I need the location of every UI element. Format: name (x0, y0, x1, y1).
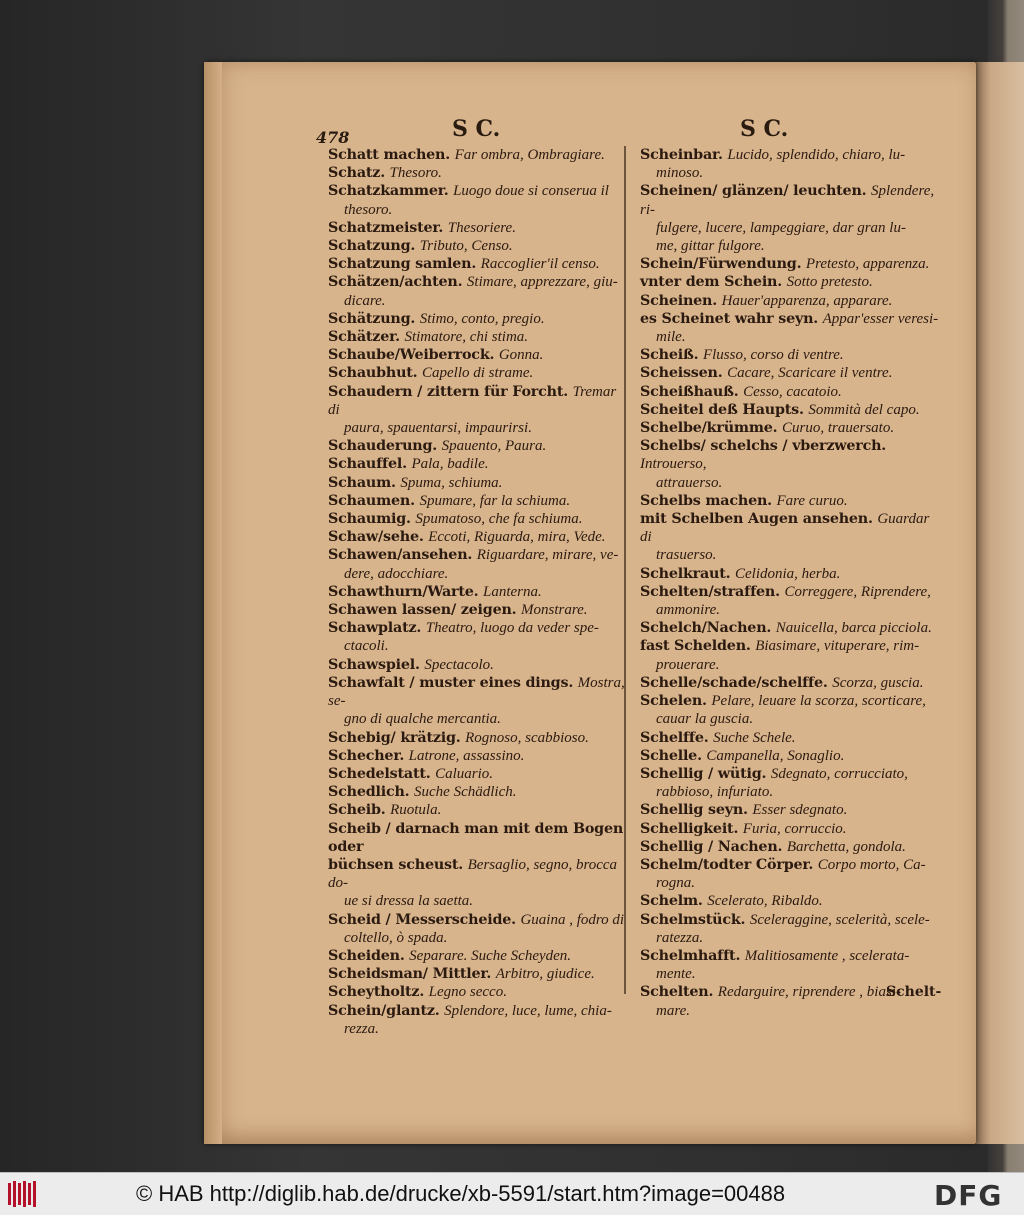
italian-translation: Monstrare. (521, 602, 588, 619)
german-headword: Schelbs/ schelchs / vberzwerch. (640, 438, 887, 455)
dictionary-line (328, 892, 626, 910)
german-headword: Scheißhauß. (640, 383, 739, 400)
italian-translation: Spumatoso, che fa schiuma. (415, 511, 583, 528)
italian-translation: Splendere, ri- (640, 183, 935, 218)
dictionary-line (640, 892, 940, 910)
italian-translation: Malitiosamente , sceleratа- (744, 947, 910, 964)
italian-translation: Correggere, Riprendere, (784, 583, 931, 600)
italian-translation: Celidonia, herba. (734, 565, 841, 582)
dfg-logo: DFG (934, 1179, 1003, 1212)
dictionary-line (640, 874, 940, 892)
german-headword: Schein/glantz. (328, 1002, 440, 1019)
dictionary-line (640, 273, 940, 291)
italian-translation: Curuo, trauersato. (781, 420, 895, 437)
italian-translation: Pretesto, apparenza. (805, 256, 930, 273)
dictionary-line (640, 383, 940, 401)
dictionary-line (640, 820, 940, 838)
catchword: Schelt- (886, 984, 942, 1000)
italian-translation: Spectacolo. (424, 656, 494, 673)
german-headword: Schatzung. (328, 238, 416, 255)
italian-translation: ue si dressa la saetta. (344, 893, 474, 910)
german-headword: Schebig/ krätzig. (328, 729, 461, 746)
german-headword: Schauderung. (328, 438, 438, 455)
italian-translation: Hauer'apparenza, apparare. (721, 292, 893, 309)
dictionary-line (640, 346, 940, 364)
italian-translation: Far ombra, Ombragiare. (454, 147, 605, 163)
dictionary-line (640, 783, 940, 801)
german-headword: Schawen/ansehen. (328, 547, 473, 564)
german-headword: Scheinbar. (640, 147, 723, 163)
german-headword: Schelch/Nachen. (640, 620, 772, 637)
italian-translation: Caluario. (435, 765, 494, 782)
dictionary-line (640, 856, 940, 874)
italian-translation: Stimo, conto, pregio. (419, 310, 545, 327)
dictionary-line (328, 601, 626, 619)
dictionary-line (640, 965, 940, 983)
italian-translation: coltello, ò spada. (344, 929, 448, 946)
german-headword: Schaumig. (328, 511, 411, 528)
italian-translation: Lanterna. (482, 583, 542, 600)
dictionary-line (328, 292, 626, 310)
italian-translation: attrauerso. (656, 474, 723, 491)
dictionary-line (328, 747, 626, 765)
german-headword: Scheitel deß Haupts. (640, 401, 804, 418)
dictionary-line (328, 674, 626, 710)
german-headword: Schellig / Nachen. (640, 838, 783, 855)
dictionary-line (640, 747, 940, 765)
dictionary-line (640, 911, 940, 929)
italian-translation: Corpo morto, Ca- (817, 856, 926, 873)
dictionary-line (640, 710, 940, 728)
german-headword: Schecher. (328, 747, 405, 764)
german-headword: Schaumen. (328, 492, 415, 509)
dictionary-line (640, 401, 940, 419)
italian-translation: Introuerso, (640, 456, 707, 473)
italian-translation: Flusso, corso di ventre. (702, 347, 844, 364)
dictionary-line (328, 528, 626, 546)
dictionary-line (640, 929, 940, 947)
german-headword: Schaudern / zittern für Forcht. (328, 383, 569, 400)
running-head-right: S C. (740, 116, 789, 142)
german-headword: Schelle/schade/schelffe. (640, 674, 828, 691)
german-headword: Scheytholtz. (328, 984, 425, 1001)
italian-translation: rabbioso, infuriato. (656, 784, 774, 801)
dictionary-line (640, 237, 940, 255)
italian-translation: Legno secco. (428, 984, 507, 1001)
italian-translation: Luogo doue si conserua il (453, 183, 609, 200)
german-headword: Scheib. (328, 802, 386, 819)
dictionary-line (328, 1002, 626, 1020)
german-headword: Schatzmeister. (328, 219, 444, 236)
italian-translation: Stimare, apprezzare, giu- (466, 274, 618, 291)
italian-translation: Guaina , fodro di (520, 911, 625, 928)
italian-translation: Suche Schele. (713, 729, 796, 746)
italian-translation: Sceleraggine, scelerità, scele- (749, 911, 930, 928)
italian-translation: Scorza, guscia. (832, 674, 924, 691)
german-headword: Schatzung samlen. (328, 256, 477, 273)
italian-translation: me, gittar fulgore. (656, 238, 765, 255)
german-headword: Scheissen. (640, 365, 723, 382)
dictionary-line (328, 164, 626, 182)
italian-translation: Sommità del capo. (808, 401, 920, 418)
german-headword: Scheinen. (640, 292, 718, 309)
italian-translation: Riguardare, mirare, ve- (476, 547, 619, 564)
dictionary-line (328, 182, 626, 200)
dictionary-line (640, 601, 940, 619)
dictionary-line (328, 965, 626, 983)
dictionary-line (640, 437, 940, 473)
italian-translation: Cacare, Scaricare il ventre. (727, 365, 893, 382)
dictionary-line (640, 364, 940, 382)
dictionary-line (328, 455, 626, 473)
copyright-url-text: © HAB http://diglib.hab.de/drucke/xb-5591/start.htm?image=00488 (136, 1181, 786, 1206)
german-headword: fast Schelden. (640, 638, 751, 655)
german-headword: Schätzen/achten. (328, 274, 463, 291)
italian-translation: Theatro, luogo da veder spe- (425, 620, 599, 637)
dictionary-line (328, 637, 626, 655)
italian-translation: rezza. (344, 1020, 379, 1037)
dictionary-line (640, 474, 940, 492)
dictionary-line (328, 729, 626, 747)
german-headword: Schaubhut. (328, 365, 418, 382)
italian-translation: Pala, badile. (411, 456, 489, 473)
dictionary-line (328, 219, 626, 237)
italian-translation: dere, adocchiare. (344, 565, 449, 582)
dictionary-line (328, 710, 626, 728)
dictionary-line (328, 820, 626, 856)
italian-translation: Splendore, luce, lume, chia- (444, 1002, 612, 1019)
italian-translation: Biasimare, vituperare, rim- (755, 638, 920, 655)
dictionary-line (640, 674, 940, 692)
dictionary-column-left (328, 146, 626, 1038)
italian-translation: mare. (656, 1002, 691, 1019)
german-headword: Schawen lassen/ zeigen. (328, 602, 517, 619)
german-headword: Schellig / wütig. (640, 765, 767, 782)
dictionary-line (328, 911, 626, 929)
italian-translation: Tremar di (328, 383, 617, 418)
viewer-footer (0, 1172, 1024, 1215)
dictionary-line (328, 856, 626, 892)
italian-translation: ammonire. (656, 602, 721, 619)
german-headword: Schawplatz. (328, 620, 422, 637)
dictionary-line (640, 510, 940, 546)
dictionary-line (640, 310, 940, 328)
german-headword: Schedelstatt. (328, 765, 431, 782)
german-headword: Schätzung. (328, 310, 416, 327)
italian-translation: Raccoglier'il censo. (480, 256, 600, 273)
dictionary-line (328, 565, 626, 583)
dictionary-line (328, 346, 626, 364)
dictionary-line (640, 546, 940, 564)
italian-translation: Capello di strame. (422, 365, 534, 382)
italian-translation: Spauento, Paura. (441, 438, 547, 455)
german-headword: Scheiß. (640, 347, 699, 364)
german-headword: vnter dem Schein. (640, 274, 783, 291)
german-headword: Schatt machen. (328, 147, 451, 163)
german-headword: Schaum. (328, 474, 396, 491)
german-headword: Schelffe. (640, 729, 709, 746)
dictionary-line (328, 492, 626, 510)
italian-translation: Eccoti, Riguarda, mira, Vede. (428, 529, 606, 546)
italian-translation: Sdegnato, corrucciato, (770, 765, 908, 782)
italian-translation: thesoro. (344, 201, 393, 218)
dictionary-line (328, 255, 626, 273)
dictionary-line (640, 729, 940, 747)
german-headword: Schawfalt / muster eines dings. (328, 674, 574, 691)
dictionary-line (640, 292, 940, 310)
dictionary-line (328, 201, 626, 219)
dictionary-line (328, 383, 626, 419)
german-headword: Schatz. (328, 165, 385, 182)
italian-translation: Separare. Suche Scheyden. (409, 947, 572, 964)
german-headword: Schelten/straffen. (640, 583, 780, 600)
italian-translation: Spumare, far la schiuma. (419, 492, 571, 509)
dictionary-line (328, 947, 626, 965)
german-headword: Scheib / darnach man mit dem Bogen oder (328, 820, 624, 855)
italian-translation: Campanella, Sonaglio. (706, 747, 845, 764)
italian-translation: Sotto pretesto. (786, 274, 873, 291)
dictionary-line (640, 947, 940, 965)
italian-translation: Scelerato, Ribaldo. (707, 893, 823, 910)
dictionary-line (640, 328, 940, 346)
german-headword: Schelbs machen. (640, 492, 772, 509)
german-headword: Scheiden. (328, 947, 405, 964)
dictionary-line (640, 692, 940, 710)
italian-translation: Suche Schädlich. (414, 784, 517, 801)
italian-translation: Ruotula. (390, 802, 442, 819)
italian-translation: Thesoro. (389, 165, 442, 182)
dictionary-line (328, 929, 626, 947)
italian-translation: Appar'esser veresi- (822, 310, 939, 327)
italian-translation: Guardar di (640, 511, 930, 546)
italian-translation: Mostra, se- (328, 674, 625, 710)
german-headword: Schaube/Weiberrock. (328, 347, 495, 364)
italian-translation: Bersaglio, segno, brocca do- (328, 856, 618, 892)
dictionary-column-right (640, 146, 940, 1020)
italian-translation: dicare. (344, 292, 386, 309)
dictionary-line (328, 364, 626, 382)
adjacent-page-edge (976, 62, 1024, 1144)
dictionary-line (640, 801, 940, 819)
dictionary-line (328, 1020, 626, 1038)
dictionary-line (328, 146, 626, 164)
dictionary-line (328, 474, 626, 492)
italian-translation: Gonna. (498, 347, 544, 364)
italian-translation: mente. (656, 966, 696, 983)
german-headword: Schätzer. (328, 329, 400, 346)
page-number: 478 (316, 128, 350, 147)
dictionary-line (640, 255, 940, 273)
italian-translation: cauar la guscia. (656, 711, 754, 728)
dictionary-line (328, 801, 626, 819)
dictionary-line (328, 783, 626, 801)
dictionary-line (640, 146, 940, 164)
italian-translation: Latrone, assassino. (408, 747, 525, 764)
german-headword: Scheinen/ glänzen/ leuchten. (640, 183, 867, 200)
german-headword: Schelkraut. (640, 565, 731, 582)
dictionary-line (640, 838, 940, 856)
german-headword: Schaw/sehe. (328, 529, 424, 546)
italian-translation: ratezza. (656, 929, 704, 946)
dictionary-line (328, 510, 626, 528)
italian-translation: Barchetta, gondola. (786, 838, 906, 855)
italian-translation: prouerare. (656, 656, 720, 673)
german-headword: Schatzkammer. (328, 183, 449, 200)
italian-translation: trasuerso. (656, 547, 717, 564)
italian-translation: Pelare, leuare la scorza, scorticare, (711, 693, 926, 710)
german-headword: Schelmhafft. (640, 947, 741, 964)
dictionary-line (640, 619, 940, 637)
page-gutter-shadow (204, 62, 222, 1144)
italian-translation: ctacoli. (344, 638, 389, 655)
italian-translation: mile. (656, 329, 686, 346)
german-headword: Schawthurn/Warte. (328, 583, 479, 600)
dictionary-line (640, 637, 940, 655)
german-headword: büchsen scheust. (328, 856, 464, 873)
dictionary-line (640, 765, 940, 783)
dictionary-line (328, 583, 626, 601)
german-headword: Schelligkeit. (640, 820, 739, 837)
dictionary-line (328, 419, 626, 437)
dictionary-line (640, 419, 940, 437)
dictionary-line (328, 310, 626, 328)
dictionary-line (640, 583, 940, 601)
german-headword: mit Schelben Augen ansehen. (640, 511, 873, 528)
german-headword: Schedlich. (328, 784, 410, 801)
italian-translation: Lucido, splendido, chiaro, lu- (727, 147, 906, 163)
italian-translation: Rognoso, scabbioso. (465, 729, 589, 746)
italian-translation: Spuma, schiuma. (400, 474, 503, 491)
dictionary-line (328, 328, 626, 346)
italian-translation: rogna. (656, 875, 696, 892)
dictionary-line (328, 546, 626, 564)
italian-translation: paura, spauentarsi, impaurirsi. (344, 420, 532, 437)
italian-translation: Thesoriere. (447, 219, 516, 236)
italian-translation: Fare curuo. (776, 492, 848, 509)
dictionary-line (328, 765, 626, 783)
dictionary-line (640, 164, 940, 182)
italian-translation: Tributo, Censo. (419, 238, 513, 255)
german-headword: Schelm/todter Cörper. (640, 856, 814, 873)
german-headword: Schelten. (640, 984, 714, 1001)
german-headword: Schelle. (640, 747, 702, 764)
german-headword: Scheidsman/ Mittler. (328, 966, 492, 983)
dictionary-line (640, 656, 940, 674)
italian-translation: Nauicella, barca picciola. (775, 620, 932, 637)
dictionary-line (640, 1002, 940, 1020)
german-headword: Schellig seyn. (640, 802, 748, 819)
german-headword: Schawspiel. (328, 656, 420, 673)
german-headword: Schelen. (640, 693, 707, 710)
german-headword: Schauffel. (328, 456, 407, 473)
german-headword: Schelbe/krümme. (640, 420, 778, 437)
dictionary-line (328, 273, 626, 291)
italian-translation: gno di qualche mercantia. (344, 711, 501, 728)
dictionary-line (328, 983, 626, 1001)
dictionary-line (640, 219, 940, 237)
italian-translation: Furia, corruccio. (742, 820, 847, 837)
dictionary-line (640, 182, 940, 218)
dictionary-line (328, 619, 626, 637)
hab-logo-icon (6, 1179, 40, 1209)
running-head-left: S C. (452, 116, 501, 142)
italian-translation: Redarguire, riprendere , biasi- (717, 984, 901, 1001)
dictionary-line (328, 437, 626, 455)
dictionary-line (640, 565, 940, 583)
italian-translation: Stimatore, chi stima. (404, 329, 529, 346)
dictionary-line (640, 492, 940, 510)
german-headword: Schelmstück. (640, 911, 746, 928)
italian-translation: Cesso, cacatoio. (743, 383, 842, 400)
dictionary-line (328, 656, 626, 674)
german-headword: Schein/Fürwendung. (640, 256, 802, 273)
german-headword: es Scheinet wahr seyn. (640, 310, 819, 327)
italian-translation: Esser sdegnato. (752, 802, 848, 819)
german-headword: Schelm. (640, 893, 703, 910)
dictionary-line (328, 237, 626, 255)
italian-translation: Arbitro, giudice. (495, 966, 595, 983)
italian-translation: minoso. (656, 165, 704, 182)
italian-translation: fulgere, lucere, lampeggiare, dar gran lu- (656, 219, 906, 236)
german-headword: Scheid / Messerscheide. (328, 911, 516, 928)
